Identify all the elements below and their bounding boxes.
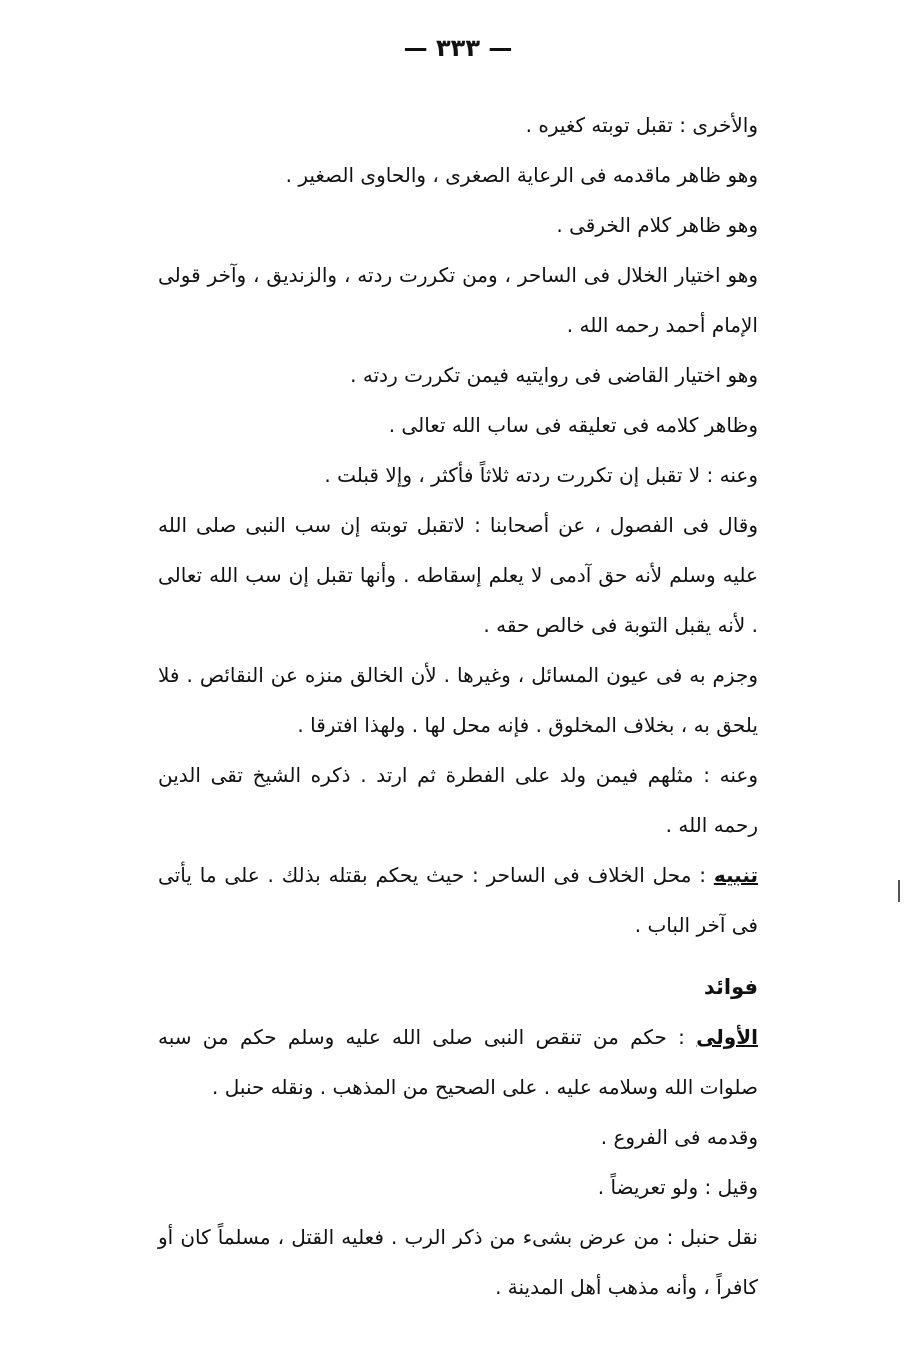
paragraph: وعنه : مثلهم فيمن ولد على الفطرة ثم ارتد . ذكره الشيخ تقى الدين رحمه الله . — [158, 763, 758, 837]
section-heading: فوائد — [703, 975, 758, 999]
paragraph: وهو اختيار القاضى فى روايتيه فيمن تكررت ردته . — [350, 363, 758, 387]
paragraph: وظاهر كلامه فى تعليقه فى ساب الله تعالى . — [388, 413, 758, 437]
tanbih-paragraph — [158, 850, 758, 950]
paragraph: وهو ظاهر كلام الخرقى . — [556, 213, 758, 237]
tanbih-text: : محل الخلاف فى الساحر : حيث يحكم بقتله بذلك . على ما يأتى فى آخر الباب . — [158, 863, 758, 937]
fawaid-first-paragraph — [158, 1012, 758, 1112]
paragraph: وقدمه فى الفروع . — [600, 1125, 758, 1149]
margin-mark — [898, 880, 900, 902]
paragraph: وعنه : لا تقبل إن تكررت ردته ثلاثاً فأكثر ، وإلا قبلت . — [324, 463, 758, 487]
paragraph: وقال فى الفصول ، عن أصحابنا : لاتقبل توبته إن سب النبى صلى الله عليه وسلم لأنه حق آدمى لا يعلم إسقاطه . وأنها تقبل إن سب الله تعالى . لأنه يقبل التوبة فى خالص حقه . — [158, 513, 758, 637]
paragraph: والأخرى : تقبل توبته كغيره . — [525, 113, 758, 137]
main-text — [158, 100, 758, 1312]
paragraph: وهو اختيار الخلال فى الساحر ، ومن تكررت ردته ، والزنديق ، وآخر قولى الإمام أحمد رحمه الله . — [158, 263, 758, 337]
paragraph: وجزم به فى عيون المسائل ، وغيرها . لأن الخالق منزه عن النقائص . فلا يلحق به ، بخلاف المخلوق . فإنه محل لها . ولهذا افترقا . — [158, 663, 758, 737]
fawaid-first-label: الأولى — [696, 1025, 758, 1049]
paragraph: وقيل : ولو تعريضاً . — [597, 1175, 758, 1199]
paragraph: وهو ظاهر ماقدمه فى الرعاية الصغرى ، والحاوى الصغير . — [285, 163, 758, 187]
page-number: — ٣٣٣ — — [403, 34, 513, 62]
paragraph: نقل حنبل : من عرض بشىء من ذكر الرب . فعليه القتل ، مسلماً كان أو كافراً ، وأنه مذهب أهل المدينة . — [158, 1225, 758, 1299]
tanbih-label: تنبيه — [713, 863, 758, 887]
fawaid-first-text: : حكم من تنقص النبى صلى الله عليه وسلم حكم من سبه صلوات الله وسلامه عليه . على الصحيح من المذهب . ونقله حنبل . — [158, 1025, 758, 1099]
